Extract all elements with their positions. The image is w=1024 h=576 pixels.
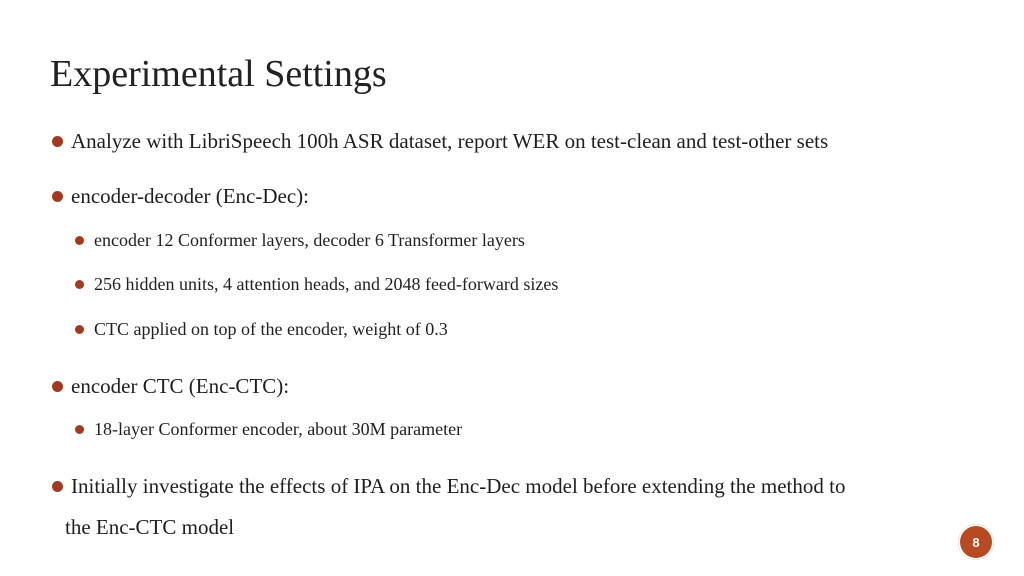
- bullet-dot-icon: [52, 481, 63, 492]
- bullet-item: [52, 373, 289, 399]
- sub-bullet-item: [75, 418, 462, 440]
- sub-bullet-text: 18-layer Conformer encoder, about 30M parameter: [94, 419, 463, 439]
- sub-bullet-item: [75, 273, 558, 295]
- sub-bullet-dot-icon: [75, 236, 84, 245]
- bullet-text: Initially investigate the effects of IPA on the Enc-Dec model before extending the method to: [71, 474, 846, 498]
- bullet-item: [52, 183, 309, 209]
- sub-bullet-dot-icon: [75, 425, 84, 434]
- bullet-text: Analyze with LibriSpeech 100h ASR dataset, report WER on test-clean and test-other sets: [71, 129, 829, 153]
- sub-bullet-text: CTC applied on top of the encoder, weight of 0.3: [94, 319, 448, 339]
- bullet-dot-icon: [52, 381, 63, 392]
- sub-bullet-dot-icon: [75, 280, 84, 289]
- sub-bullet-text: 256 hidden units, 4 attention heads, and 2048 feed-forward sizes: [94, 274, 559, 294]
- bullet-item: [52, 473, 845, 499]
- bullet-dot-icon: [52, 191, 63, 202]
- sub-bullet-item: [75, 229, 525, 251]
- bullet-item: [52, 128, 828, 154]
- page-number: 8: [972, 534, 980, 550]
- sub-bullet-text: encoder 12 Conformer layers, decoder 6 Transformer layers: [94, 230, 525, 250]
- bullet-dot-icon: [52, 136, 63, 147]
- slide-title: Experimental Settings: [50, 53, 387, 95]
- bullet-text: encoder CTC (Enc-CTC):: [71, 374, 290, 398]
- bullet-text: encoder-decoder (Enc-Dec):: [71, 184, 310, 208]
- sub-bullet-item: [75, 318, 448, 340]
- page-number-badge: [958, 524, 994, 560]
- bullet-continuation-text: the Enc-CTC model: [65, 515, 235, 539]
- sub-bullet-dot-icon: [75, 325, 84, 334]
